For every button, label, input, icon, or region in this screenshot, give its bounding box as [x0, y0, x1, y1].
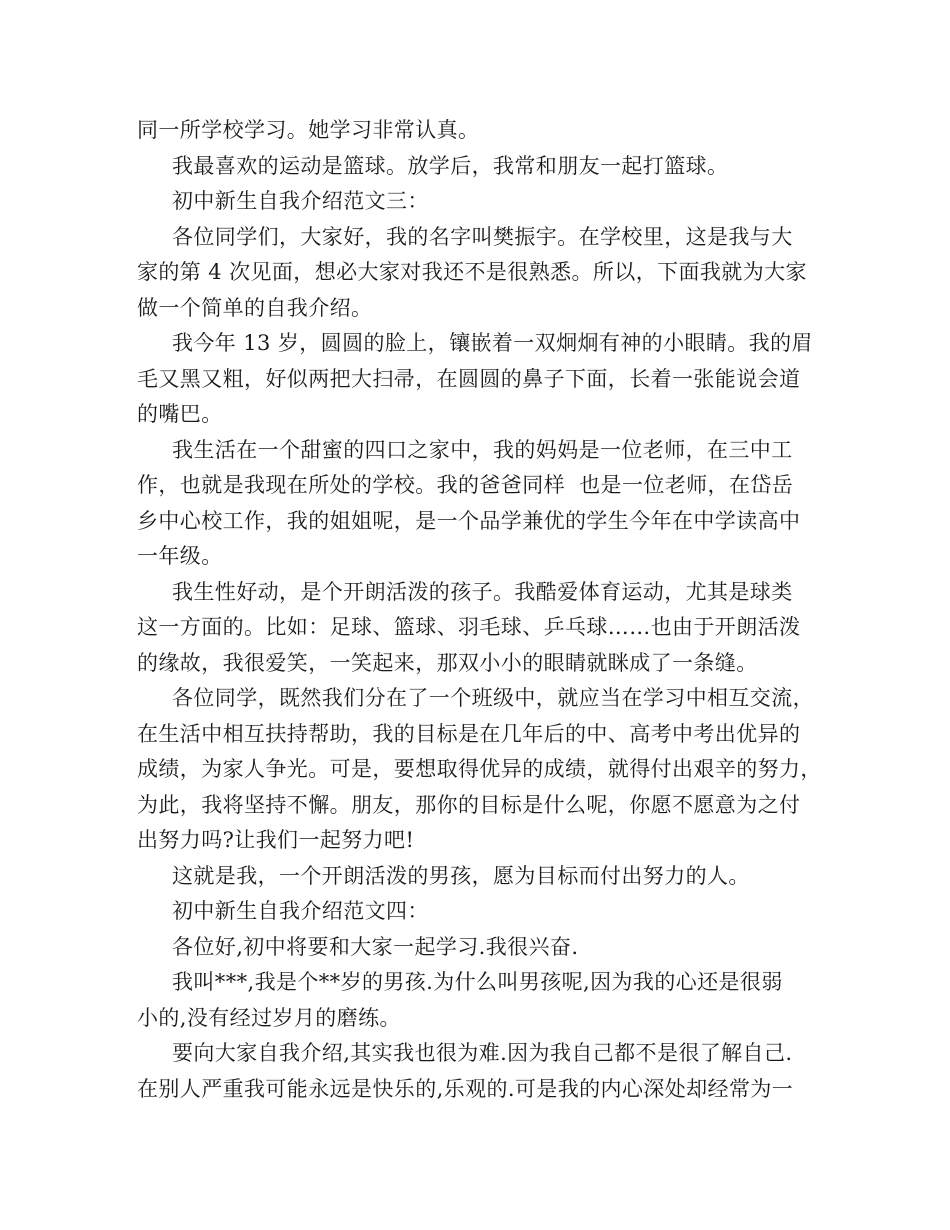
text-line: 做一个简单的自我介绍。 [137, 295, 373, 320]
text-line: 家的第 4 次见面，想必大家对我还不是很熟悉。所以，下面我就为大家 [137, 260, 807, 284]
text-line: 这就是我，一个开朗活泼的男孩，愿为目标而付出努力的人。 [172, 863, 750, 888]
text-line: 的缘故，我很爱笑，一笑起来，那双小小的眼睛就眯成了一条缝。 [137, 650, 758, 675]
text-line: 在别人严重我可能永远是快乐的,乐观的.可是我的内心深处却经常为一 [137, 1076, 794, 1101]
text-line: 各位同学，既然我们分在了一个班级中，就应当在学习中相互交流， [172, 686, 814, 710]
text-line: 这一方面的。比如：足球、篮球、羽毛球、乒乓球……也由于开朗活泼 [137, 615, 801, 639]
text-line: 各位同学们，大家好，我的名字叫樊振宇。在学校里，这是我与大 [172, 224, 793, 249]
text-line: 我最喜欢的运动是篮球。放学后，我常和朋友一起打篮球。 [172, 153, 729, 178]
text-line: 我今年 13 岁，圆圆的脸上，镶嵌着一双炯炯有神的小眼睛。我的眉 [172, 331, 813, 355]
text-line: 我叫***,我是个**岁的男孩.为什么叫男孩呢,因为我的心还是很弱 [172, 970, 783, 994]
text-line: 一年级。 [137, 544, 223, 568]
text-line: 乡中心校工作，我的姐姐呢，是一个品学兼优的学生今年在中学读高中 [137, 508, 801, 533]
text-line: 各位好,初中将要和大家一起学习.我很兴奋. [172, 934, 579, 959]
text-line: 同一所学校学习。她学习非常认真。 [137, 118, 480, 142]
text-line: 我生性好动，是个开朗活泼的孩子。我酷爱体育运动，尤其是球类 [172, 579, 793, 604]
text-line: 我生活在一个甜蜜的四口之家中，我的妈妈是一位老师，在三中工 [172, 437, 793, 462]
document-body [137, 113, 827, 1107]
section-heading: 初中新生自我介绍范文四： [172, 899, 429, 923]
text-line: 作，也就是我现在所处的学校。我的爸爸同样 也是一位老师，在岱岳 [137, 473, 794, 497]
text-line: 出努力吗?让我们一起努力吧! [137, 828, 415, 852]
text-line: 在生活中相互扶持帮助，我的目标是在几年后的中、高考中考出优异的 [137, 721, 801, 746]
text-line: 的嘴巴。 [137, 402, 223, 426]
text-line: 为此，我将坚持不懈。朋友，那你的目标是什么呢，你愿不愿意为之付 [137, 792, 801, 817]
text-line: 成绩，为家人争光。可是，要想取得优异的成绩，就得付出艰辛的努力， [137, 757, 822, 781]
text-line: 小的,没有经过岁月的磨练。 [137, 1005, 401, 1030]
text-line: 要向大家自我介绍,其实我也很为难.因为我自己都不是很了解自己. [172, 1041, 793, 1065]
text-line: 毛又黑又粗，好似两把大扫帚，在圆圆的鼻子下面，长着一张能说会道 [137, 366, 801, 391]
section-heading: 初中新生自我介绍范文三： [172, 189, 429, 213]
